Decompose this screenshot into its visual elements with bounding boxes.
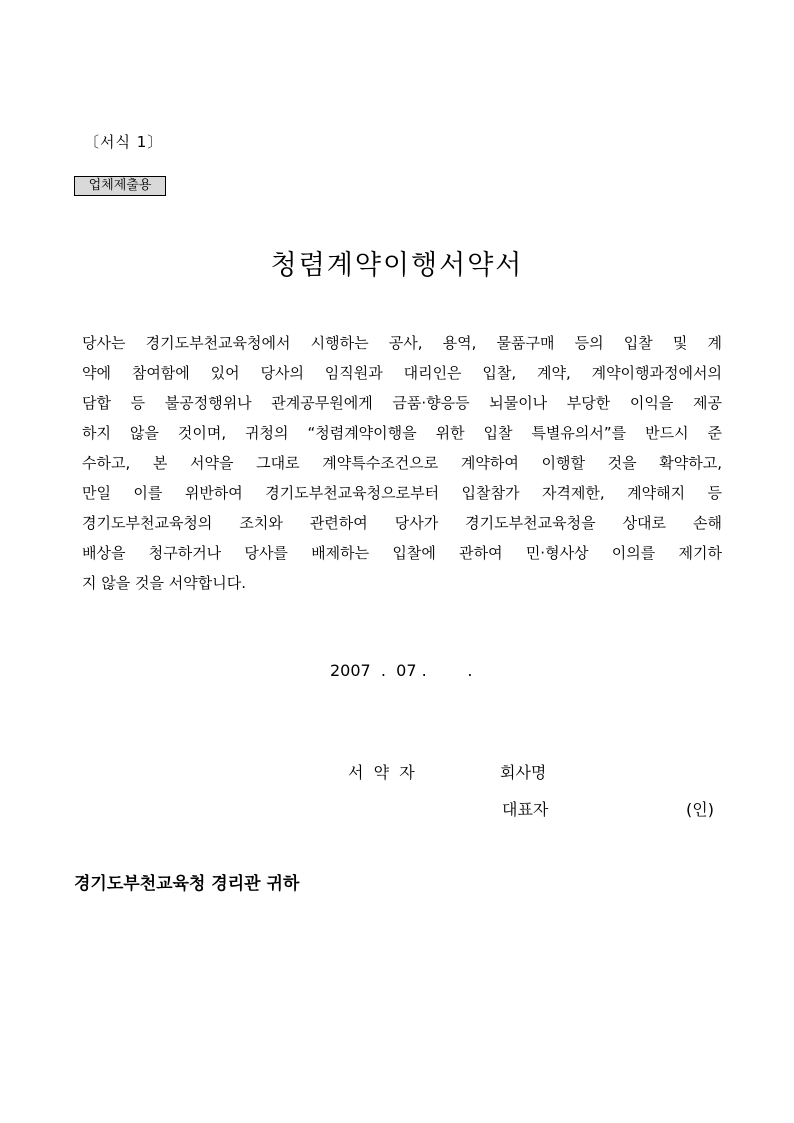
representative-label: 대표자 (502, 800, 549, 819)
document-title: 청렴계약이행서약서 (270, 250, 524, 281)
pledger-label: 서 약 자 (348, 763, 415, 782)
seal-label: (인) (686, 800, 714, 819)
recipient-line: 경기도부천교육청 경리관 귀하 (74, 874, 300, 894)
body-line: 약에 참여함에 있어 당사의 임직원과 대리인은 입찰, 계약, 계약이행과정에서의 (82, 364, 722, 382)
form-number-label: 〔서식 1〕 (84, 133, 164, 151)
body-line: 당사는 경기도부천교육청에서 시행하는 공사, 용역, 물품구매 등의 입찰 및 계 (82, 334, 722, 352)
pledge-body (82, 330, 722, 600)
body-line: 만일 이를 위반하여 경기도부천교육청으로부터 입찰참가 자격제한, 계약해지 등 (82, 484, 722, 502)
body-line: 담합 등 불공정행위나 관계공무원에게 금품·향응등 뇌물이나 부당한 이익을 제공 (82, 394, 722, 412)
body-line: 수하고, 본 서약을 그대로 계약특수조건으로 계약하여 이행할 것을 확약하고, (82, 454, 722, 472)
body-line: 지 않을 것을 서약합니다. (82, 574, 246, 592)
body-line: 배상을 청구하거나 당사를 배제하는 입찰에 관하여 민·형사상 이의를 제기하 (82, 544, 722, 562)
pledge-date: 2007 . 07 . . (330, 661, 473, 680)
body-line: 하지 않을 것이며, 귀청의 “청렴계약이행을 위한 입찰 특별유의서”를 반드시 준 (82, 424, 722, 442)
submission-badge: 업체제출용 (74, 176, 166, 196)
company-name-label: 회사명 (500, 763, 547, 782)
body-line: 경기도부천교육청의 조치와 관련하여 당사가 경기도부천교육청을 상대로 손해 (82, 514, 722, 532)
